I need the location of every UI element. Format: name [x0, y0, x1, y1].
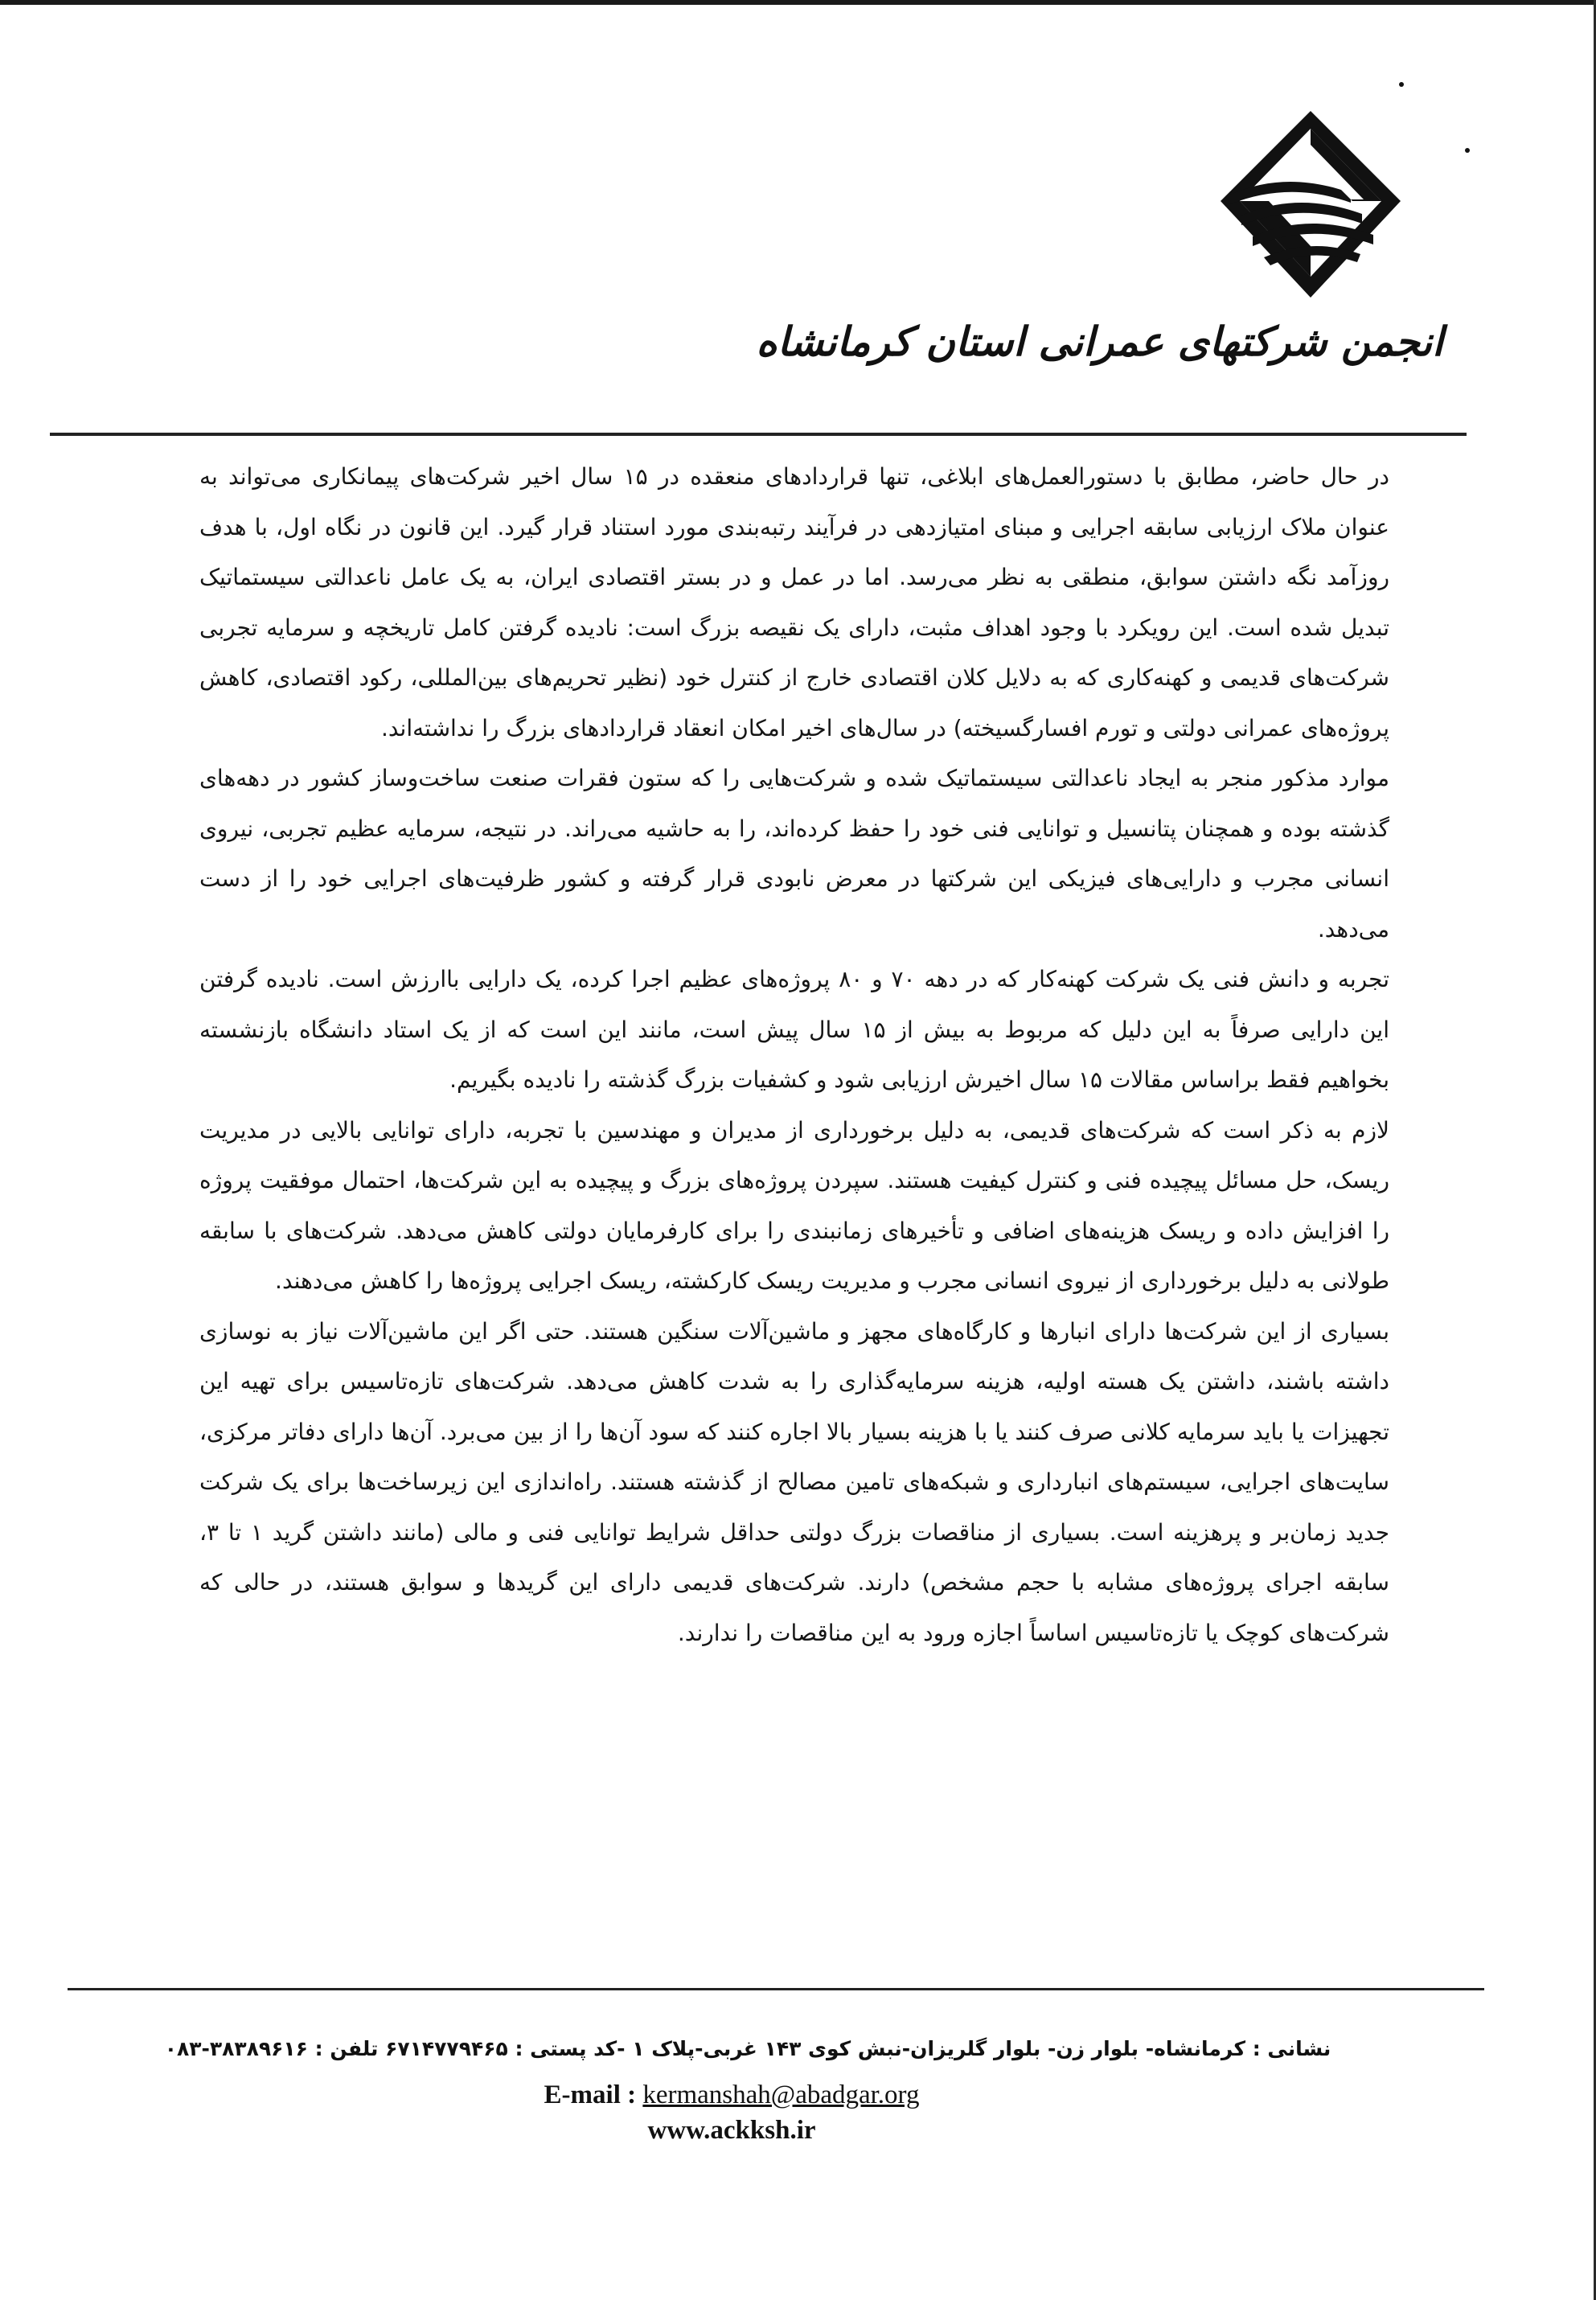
body-paragraph: تجربه و دانش فنی یک شرکت کهنه‌کار که در دهه ۷۰ و ۸۰ پروژه‌های عظیم اجرا کرده، یک دارایی باارزش است. نادیده گرفتن این دارایی صرفاً به این دلیل که مربوط به بیش از ۱۵ سال پیش است، مانند این است که از یک استاد دانشگاه بازنشسته بخواهیم فقط براساس مقالات ۱۵ سال اخیرش ارزیابی شود و کشفیات بزرگ گذشته را نادیده بگیریم.	[199, 966, 1389, 1093]
email-label: E-mail :	[544, 2080, 637, 2109]
body-paragraph: موارد مذکور منجر به ایجاد ناعدالتی سیستماتیک شده و شرکت‌هایی را که ستون فقرات صنعت ساخت‌وساز کشور در دهه‌های گذشته بوده و همچنان پتانسیل و توانایی فنی خود را حفظ کرده‌اند، را به حاشیه می‌راند. در نتیجه، سرمایه عظیم تجربی، نیروی انسانی مجرب و دارایی‌های فیزیکی این شرکتها در معرض نابودی قرار گرفته و کشور ظرفیت‌های اجرایی خود را از دست می‌دهد.	[199, 765, 1389, 943]
header-divider	[50, 433, 1467, 436]
letter-body	[199, 452, 1389, 1658]
body-paragraph: بسیاری از این شرکت‌ها دارای انبارها و کارگاه‌های مجهز و ماشین‌آلات سنگین هستند. حتی اگر این ماشین‌آلات نیاز به نوسازی داشته باشند، داشتن یک هسته اولیه، هزینه سرمایه‌گذاری را به شدت کاهش می‌دهد. شرکت‌های تازه‌تاسیس برای تهیه این تجهیزات یا باید سرمایه کلانی صرف کنند یا با هزینه بسیار بالا اجاره کنند که سود آن‌ها را از بین می‌برد. آن‌ها دارای دفاتر مرکزی، سایت‌های اجرایی، سیستم‌های انبارداری و شبکه‌های تامین مصالح از گذشته هستند. راه‌اندازی این زیرساخت‌ها برای یک شرکت جدید زمان‌بر و پرهزینه است. بسیاری از مناقصات بزرگ دولتی حداقل شرایط توانایی فنی و مالی (مانند داشتن گرید ۱ تا ۳، سابقه اجرای پروژه‌های مشابه با حجم مشخص) دارند. شرکت‌های قدیمی دارای این گریدها و سوابق هستند، در حالی که شرکت‌های کوچک یا تازه‌تاسیس اساساً اجازه ورود به این مناقصات را ندارند.	[199, 1317, 1390, 1646]
email-link[interactable]: kermanshah@abadgar.org	[642, 2080, 920, 2109]
footer-divider	[68, 1988, 1484, 1990]
website-link[interactable]: www.ackksh.ir	[647, 2116, 816, 2145]
footer-address: نشانی : کرمانشاه- بلوار زن- بلوار گلریزان-نبش کوی ۱۴۳ غربی-پلاک ۱ -کد پستی : ۶۷۱۴۷۷۹۴۶۵ تلفن : ۳۸۳۸۹۶۱۶-۰۸۳	[164, 2037, 1331, 2060]
footer-email	[450, 2078, 1013, 2112]
scan-speck	[1465, 148, 1470, 153]
organization-logo	[1214, 105, 1407, 306]
diamond-logo-icon	[1214, 105, 1407, 306]
body-paragraph: در حال حاضر، مطابق با دستورالعمل‌های ابلاغی، تنها قراردادهای منعقده در ۱۵ سال اخیر شرکت‌های پیمانکاری می‌تواند به عنوان ملاک ارزیابی سابقه اجرایی و مبنای امتیازدهی در فرآیند رتبه‌بندی مورد استناد قرار گیرد. این قانون در نگاه اول، با هدف روزآمد نگه داشتن سوابق، منطقی به نظر می‌رسد. اما در عمل و در بستر اقتصادی ایران، به یک عامل ناعدالتی سیستماتیک تبدیل شده است. این رویکرد با وجود اهداف مثبت، دارای یک نقیصه بزرگ است: نادیده گرفتن کامل تاریخچه و سرمایه تجربی شرکت‌های قدیمی و کهنه‌کاری که به دلایل کلان اقتصادی خارج از کنترل خود (نظیر تحریم‌های بین‌المللی، رکود اقتصادی، کاهش پروژه‌های عمرانی دولتی و تورم افسارگسیخته) در سال‌های اخیر امکان انعقاد قراردادهای بزرگ را نداشته‌اند.	[199, 463, 1389, 741]
organization-name: انجمن شرکتهای عمرانی استان کرمانشاه	[756, 318, 1443, 365]
scan-top-border	[0, 0, 1596, 5]
body-paragraph: لازم به ذکر است که شرکت‌های قدیمی، به دلیل برخورداری از مدیران و مهندسین با تجربه، دارای توانایی بالایی در مدیریت ریسک، حل مسائل پیچیده فنی و کنترل کیفیت هستند. سپردن پروژه‌های بزرگ و پیچیده به این شرکت‌ها، احتمال موفقیت پروژه را افزایش داده و ریسک هزینه‌های اضافی و تأخیرهای زمانبندی را برای کارفرمایان دولتی کاهش می‌دهد. شرکت‌های با سابقه طولانی به دلیل برخورداری از نیروی انسانی مجرب و مدیریت ریسک کارکشته، ریسک اجرایی پروژه‌ها را کاهش می‌دهند.	[199, 1116, 1389, 1294]
scan-speck	[1399, 82, 1404, 87]
